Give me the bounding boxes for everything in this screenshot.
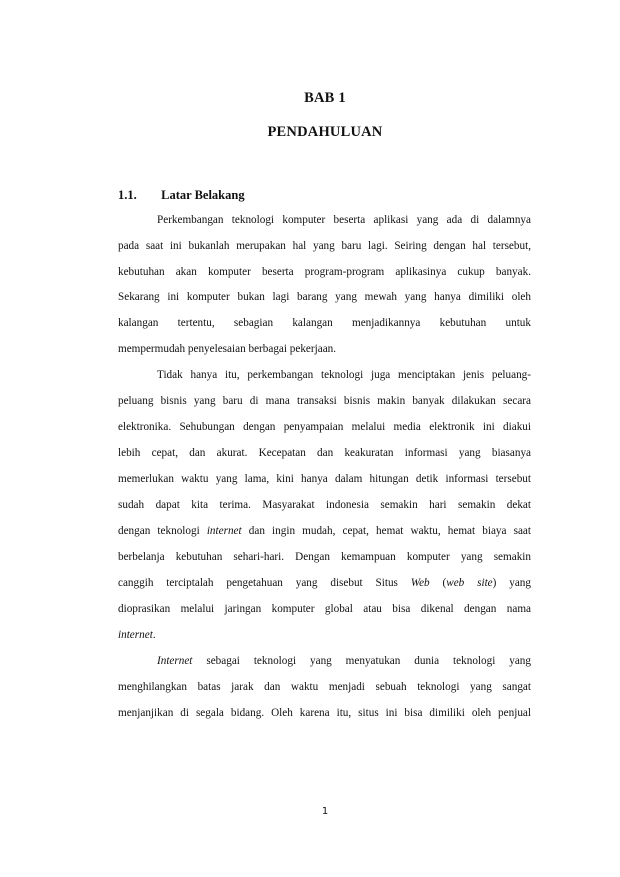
paragraph-2-line-9 [118,575,531,591]
text-run: ) yang [492,577,531,589]
italic-term: Web [410,577,430,589]
text-run: canggih terciptalah pengetahuan yang disebut Situs [118,577,411,589]
chapter-title: PENDAHULUAN [267,124,383,140]
paragraph-2-line-10: dioprasikan melalui jaringan komputer global atau bisa dikenal dengan nama [118,603,531,615]
paragraph-1-line-4: Sekarang ini komputer bukan lagi barang yang mewah yang hanya dimiliki oleh [118,291,531,303]
paragraph-2-line-11 [118,627,531,643]
paragraph-3-line-1 [157,653,531,669]
paragraph-2-line-1: Tidak hanya itu, perkembangan teknologi juga menciptakan jenis peluang- [157,369,531,381]
text-run: . [152,629,156,641]
text-run: sebagai teknologi yang menyatukan dunia teknologi yang [192,655,531,667]
section-heading [118,188,245,203]
italic-term: Internet [157,655,193,667]
paragraph-3-line-3: menjanjikan di segala bidang. Oleh karena itu, situs ini bisa dimiliki oleh penjual [118,707,531,719]
italic-term: web site [446,577,493,589]
paragraph-2-line-6: sudah dapat kita terima. Masyarakat indonesia semakin hari semakin dekat [118,499,531,511]
paragraph-1-line-6: mempermudah penyelesaian berbagai pekerjaan. [118,343,337,355]
paragraph-1-line-3: kebutuhan akan komputer beserta program-program aplikasinya cukup banyak. [118,266,531,278]
italic-term: internet [118,629,153,641]
section-title: Latar Belakang [161,188,245,202]
paragraph-2-line-7 [118,523,531,539]
paragraph-2-line-5: memerlukan waktu yang lama, kini hanya dalam hitungan detik informasi tersebut [118,473,531,485]
paragraph-1-line-1: Perkembangan teknologi komputer beserta aplikasi yang ada di dalamnya [157,214,531,226]
paragraph-3-line-2: menghilangkan batas jarak dan waktu menjadi sebuah teknologi yang sangat [118,681,531,693]
paragraph-1-line-2: pada saat ini bukanlah merupakan hal yang baru lagi. Seiring dengan hal tersebut, [118,240,531,252]
page-number: 1 [321,806,329,817]
text-run: dan ingin mudah, cepat, hemat waktu, hemat biaya saat [241,525,531,537]
text-run: ( [429,577,447,589]
text-run: dengan teknologi [118,525,207,537]
paragraph-2-line-8: berbelanja kebutuhan sehari-hari. Dengan kemampuan komputer yang semakin [118,551,531,563]
section-number: 1.1. [118,188,137,202]
paragraph-2-line-2: peluang bisnis yang baru di mana transaksi bisnis makin banyak dilakukan secara [118,395,531,407]
paragraph-2-line-3: elektronika. Sehubungan dengan penyampaian melalui media elektronik ini diakui [118,421,531,433]
paragraph-1-line-5: kalangan tertentu, sebagian kalangan menjadikannya kebutuhan untuk [118,317,531,329]
chapter-number: BAB 1 [304,90,346,106]
italic-term: internet [206,525,242,537]
paragraph-2-line-4: lebih cepat, dan akurat. Kecepatan dan keakuratan informasi yang biasanya [118,447,531,459]
